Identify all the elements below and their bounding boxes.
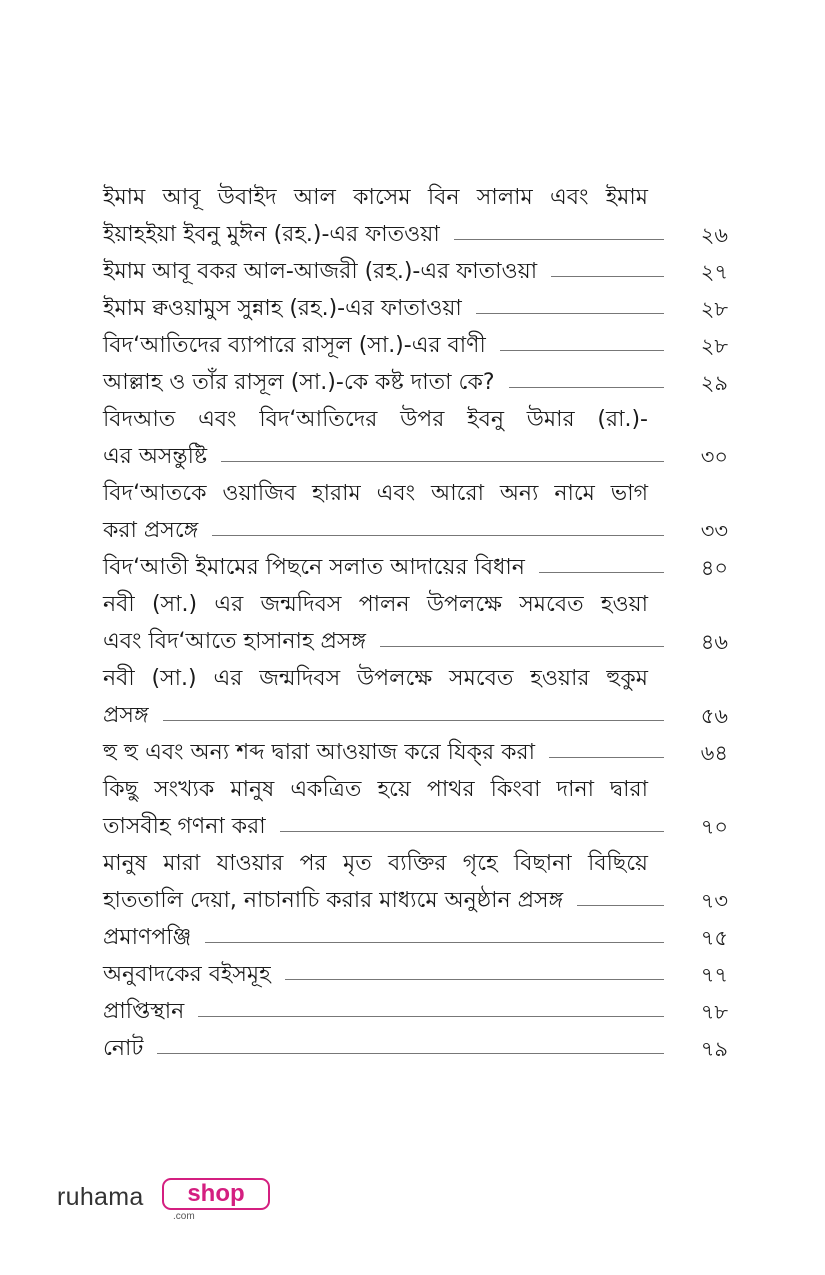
toc-leader-line xyxy=(280,831,664,832)
toc-entry-last-line xyxy=(103,803,728,840)
toc-entry-title-text: প্রাপ্তিস্থান xyxy=(103,999,185,1024)
toc-page-number: ৪৬ xyxy=(700,630,728,654)
toc-page-number: ২৯ xyxy=(700,371,728,395)
toc-entry-title-line xyxy=(103,396,648,433)
toc-entry-last-line xyxy=(103,507,728,544)
toc-page-number: ৩৩ xyxy=(700,519,728,543)
toc-entry-last-line xyxy=(103,544,728,581)
toc-leader-line xyxy=(454,239,664,240)
toc-page-number: ৫৬ xyxy=(700,704,728,728)
toc-entry-title-text: আল্লাহ ও তাঁর রাসূল (সা.)-কে কষ্ট দাতা কে? xyxy=(103,370,495,395)
toc-page-number: ৭৯ xyxy=(700,1037,728,1061)
toc-entry-title-line xyxy=(103,470,648,507)
toc-page-number: ৭৫ xyxy=(700,926,728,950)
toc-entry xyxy=(103,470,728,544)
toc-entry-title-line xyxy=(103,174,648,211)
toc-entry xyxy=(103,1025,728,1062)
toc-leader-line xyxy=(551,276,664,277)
toc-entry-last-line xyxy=(103,618,728,655)
toc-leader-line xyxy=(285,979,664,980)
toc-entry-title-text: মানুষ মারা যাওয়ার পর মৃত ব্যক্তির গৃহে বিছানা বিছিয়ে xyxy=(103,851,648,876)
toc-entry-last-line xyxy=(103,1025,728,1062)
toc-entry-title-text: ইমাম আবূ উবাইদ আল কাসেম বিন সালাম এবং ইমাম xyxy=(103,185,648,210)
toc-leader-line xyxy=(539,572,664,573)
logo-ruhama-text: ruhama xyxy=(57,1183,144,1211)
toc-leader-line xyxy=(198,1016,664,1017)
toc-entry xyxy=(103,655,728,729)
logo-shop-badge xyxy=(162,1178,270,1210)
toc-entry-title-line xyxy=(103,766,648,803)
toc-entry xyxy=(103,840,728,914)
toc-entry-title-line xyxy=(103,581,648,618)
toc-page-number: ৩০ xyxy=(700,445,728,469)
toc-page-number: ২৮ xyxy=(700,297,728,321)
toc-entry xyxy=(103,359,728,396)
toc-page-number: ৭৩ xyxy=(700,889,728,913)
toc-leader-line xyxy=(509,387,664,388)
toc-entry-title-text: কিছু সংখ্যক মানুষ একত্রিত হয়ে পাথর কিংবা দানা দ্বারা xyxy=(103,777,648,802)
logo-domain-text: .com xyxy=(173,1211,195,1222)
toc-page-number: ৭০ xyxy=(700,815,728,839)
toc-entry xyxy=(103,581,728,655)
toc-entry-last-line xyxy=(103,729,728,766)
toc-entry-last-line xyxy=(103,692,728,729)
toc-entry-title-text: ইমাম আবূ বকর আল-আজরী (রহ.)-এর ফাতাওয়া xyxy=(103,259,538,284)
toc-entry-title-text: করা প্রসঙ্গে xyxy=(103,518,199,543)
toc-entry-last-line xyxy=(103,211,728,248)
toc-entry xyxy=(103,914,728,951)
toc-entry-title-text: হাততালি দেয়া, নাচানাচি করার মাধ্যমে অনুষ্ঠান প্রসঙ্গ xyxy=(103,888,564,913)
toc-leader-line xyxy=(221,461,664,462)
logo-shop-text: shop xyxy=(187,1180,245,1207)
toc-leader-line xyxy=(163,720,664,721)
toc-entry-title-text: হু হু এবং অন্য শব্দ দ্বারা আওয়াজ করে যিক্‌র করা xyxy=(103,740,535,765)
toc-entry-last-line xyxy=(103,248,728,285)
toc-entry-title-text: নোট xyxy=(103,1036,144,1061)
toc-leader-line xyxy=(577,905,664,906)
toc-leader-line xyxy=(500,350,664,351)
toc-entry-title-line xyxy=(103,655,648,692)
toc-entry-title-line xyxy=(103,840,648,877)
toc-page-number: ৬৪ xyxy=(700,741,728,765)
toc-entry xyxy=(103,729,728,766)
toc-entry-title-text: বিদ‘আতিদের ব্যাপারে রাসূল (সা.)-এর বাণী xyxy=(103,333,486,358)
toc-entry xyxy=(103,951,728,988)
toc-entry-last-line xyxy=(103,322,728,359)
toc-entry-title-text: নবী (সা.) এর জন্মদিবস উপলক্ষে সমবেত হওয়ার হুকুম xyxy=(103,666,648,691)
toc-entry-title-text: বিদআত এবং বিদ‘আতিদের উপর ইবনু উমার (রা.)- xyxy=(103,407,648,432)
toc-entry-last-line xyxy=(103,951,728,988)
toc-entry-title-text: বিদ‘আতী ইমামের পিছনে সলাত আদায়ের বিধান xyxy=(103,555,525,580)
toc-entry-title-text: ইমাম ক্বওয়ামুস সুন্নাহ (রহ.)-এর ফাতাওয়া xyxy=(103,296,462,321)
toc-leader-line xyxy=(380,646,664,647)
toc-entry xyxy=(103,766,728,840)
toc-entry-title-text: প্রমাণপঞ্জি xyxy=(103,925,192,950)
toc-page-number: ২৬ xyxy=(700,223,728,247)
toc-entry-title-text: এবং বিদ‘আতে হাসানাহ প্রসঙ্গ xyxy=(103,629,366,654)
toc-entry xyxy=(103,174,728,248)
toc-entry-title-text: অনুবাদকের বইসমূহ xyxy=(103,962,271,987)
toc-entry xyxy=(103,248,728,285)
toc-leader-line xyxy=(157,1053,664,1054)
toc-entry-title-text: প্রসঙ্গ xyxy=(103,703,149,728)
toc-entry-last-line xyxy=(103,433,728,470)
toc-entry-last-line xyxy=(103,359,728,396)
toc-leader-line xyxy=(476,313,664,314)
toc-entry-title-text: এর অসন্তুষ্টি xyxy=(103,444,208,469)
toc-page-number: ২৮ xyxy=(700,334,728,358)
ruhamashop-logo xyxy=(57,1178,245,1224)
toc-leader-line xyxy=(212,535,664,536)
toc-page-number: ৭৭ xyxy=(700,963,728,987)
toc-page-number: ২৭ xyxy=(700,260,728,284)
toc-entry-title-text: তাসবীহ গণনা করা xyxy=(103,814,266,839)
toc-leader-line xyxy=(205,942,664,943)
toc-entry-title-text: নবী (সা.) এর জন্মদিবস পালন উপলক্ষে সমবেত হওয়া xyxy=(103,592,648,617)
toc-entry xyxy=(103,285,728,322)
toc-leader-line xyxy=(549,757,664,758)
toc-entry-title-text: বিদ‘আতকে ওয়াজিব হারাম এবং আরো অন্য নামে ভাগ xyxy=(103,481,648,506)
toc-entry-title-text: ইয়াহইয়া ইবনু মুঈন (রহ.)-এর ফাতওয়া xyxy=(103,222,440,247)
toc-entry xyxy=(103,988,728,1025)
toc-entry xyxy=(103,544,728,581)
toc-entry xyxy=(103,396,728,470)
toc-entry-last-line xyxy=(103,877,728,914)
toc-entry-last-line xyxy=(103,914,728,951)
toc-page-number: ৭৮ xyxy=(700,1000,728,1024)
table-of-contents xyxy=(103,174,728,1062)
toc-entry xyxy=(103,322,728,359)
toc-entry-last-line xyxy=(103,988,728,1025)
toc-entry-last-line xyxy=(103,285,728,322)
toc-page-number: ৪০ xyxy=(700,556,728,580)
